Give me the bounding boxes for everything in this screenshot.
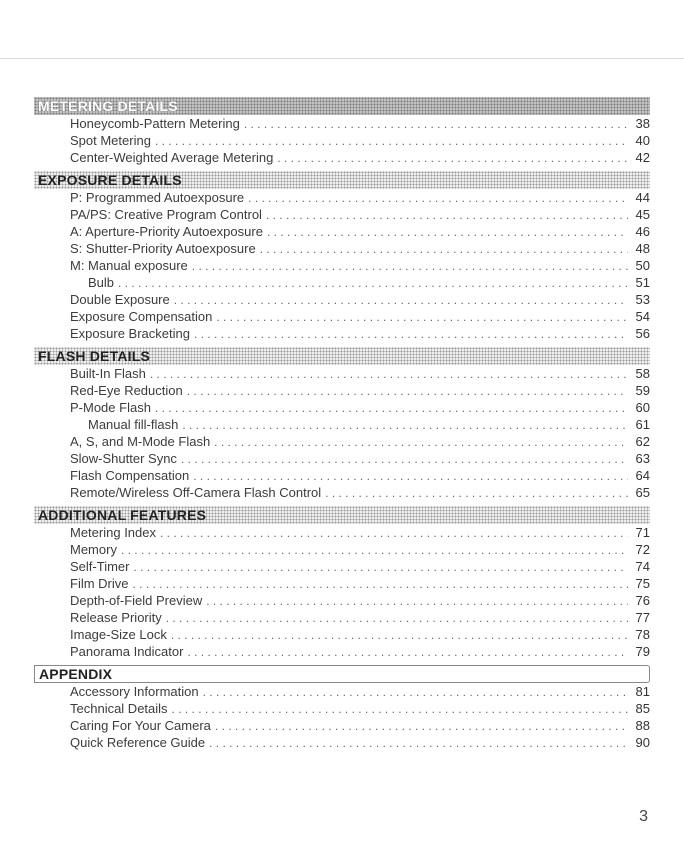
toc-entry[interactable] xyxy=(34,643,650,660)
entry-page: 42 xyxy=(635,150,650,165)
toc-entry[interactable] xyxy=(34,308,650,325)
toc-entry[interactable] xyxy=(34,149,650,166)
toc-subentry[interactable] xyxy=(34,274,650,291)
toc-entry[interactable] xyxy=(34,240,650,257)
entry-title: Accessory Information xyxy=(70,684,199,699)
entry-title: Spot Metering xyxy=(70,133,151,148)
entry-page: 51 xyxy=(635,275,650,290)
leader-dots xyxy=(181,451,628,468)
entry-title: Metering Index xyxy=(70,525,156,540)
entry-page: 64 xyxy=(635,468,650,483)
entry-page: 81 xyxy=(635,684,650,699)
leader-dots xyxy=(121,542,628,559)
entry-title: Double Exposure xyxy=(70,292,170,307)
leader-dots xyxy=(215,718,628,735)
toc-entry[interactable] xyxy=(34,450,650,467)
toc-entry[interactable] xyxy=(34,189,650,206)
toc-entry[interactable] xyxy=(34,592,650,609)
entry-page: 77 xyxy=(635,610,650,625)
entry-title: Panorama Indicator xyxy=(70,644,184,659)
entry-title: Exposure Compensation xyxy=(70,309,213,324)
entry-title: Technical Details xyxy=(70,701,168,716)
section-metering-details xyxy=(34,97,650,166)
leader-dots xyxy=(244,116,628,133)
leader-dots xyxy=(194,326,628,343)
entry-page: 76 xyxy=(635,593,650,608)
toc-entry[interactable] xyxy=(34,433,650,450)
entry-title: Center-Weighted Average Metering xyxy=(70,150,274,165)
entry-page: 46 xyxy=(635,224,650,239)
entry-page: 85 xyxy=(635,701,650,716)
section-title: APPENDIX xyxy=(39,666,113,682)
entry-page: 59 xyxy=(635,383,650,398)
toc-entry[interactable] xyxy=(34,257,650,274)
entry-title: Bulb xyxy=(88,275,115,290)
section-title: ADDITIONAL FEATURES xyxy=(38,507,207,523)
leader-dots xyxy=(160,525,628,542)
entry-page: 79 xyxy=(635,644,650,659)
toc-entry[interactable] xyxy=(34,206,650,223)
entry-title: A, S, and M-Mode Flash xyxy=(70,434,211,449)
section-title: EXPOSURE DETAILS xyxy=(38,172,182,188)
toc-entry[interactable] xyxy=(34,325,650,342)
entry-page: 88 xyxy=(635,718,650,733)
entry-title: Built-In Flash xyxy=(70,366,146,381)
toc-entry[interactable] xyxy=(34,399,650,416)
toc-entry[interactable] xyxy=(34,115,650,132)
leader-dots xyxy=(172,701,628,718)
leader-dots xyxy=(155,400,628,417)
leader-dots xyxy=(216,309,628,326)
entry-page: 56 xyxy=(635,326,650,341)
section-title: FLASH DETAILS xyxy=(38,348,151,364)
entry-title: Self-Timer xyxy=(70,559,130,574)
entry-title: P-Mode Flash xyxy=(70,400,151,415)
leader-dots xyxy=(133,559,628,576)
entry-title: Flash Compensation xyxy=(70,468,190,483)
leader-dots xyxy=(203,684,628,701)
section-header xyxy=(34,665,650,683)
entry-title: Remote/Wireless Off-Camera Flash Control xyxy=(70,485,322,500)
entry-page: 50 xyxy=(635,258,650,273)
entry-page: 38 xyxy=(635,116,650,131)
entry-page: 40 xyxy=(635,133,650,148)
entry-page: 65 xyxy=(635,485,650,500)
leader-dots xyxy=(325,485,628,502)
toc-entry[interactable] xyxy=(34,524,650,541)
toc-entry[interactable] xyxy=(34,541,650,558)
leader-dots xyxy=(192,258,628,275)
entry-page: 90 xyxy=(635,735,650,750)
leader-dots xyxy=(277,150,628,167)
entry-page: 74 xyxy=(635,559,650,574)
leader-dots xyxy=(182,417,628,434)
toc-entry[interactable] xyxy=(34,700,650,717)
entry-title: Honeycomb-Pattern Metering xyxy=(70,116,240,131)
toc-entry[interactable] xyxy=(34,365,650,382)
leader-dots xyxy=(150,366,628,383)
entry-title: P: Programmed Autoexposure xyxy=(70,190,245,205)
entry-title: Red-Eye Reduction xyxy=(70,383,183,398)
entry-title: PA/PS: Creative Program Control xyxy=(70,207,262,222)
entry-title: M: Manual exposure xyxy=(70,258,188,273)
section-header xyxy=(34,347,650,365)
leader-dots xyxy=(267,224,628,241)
toc-entry[interactable] xyxy=(34,132,650,149)
toc-entry[interactable] xyxy=(34,683,650,700)
entry-title: Image-Size Lock xyxy=(70,627,167,642)
leader-dots xyxy=(171,627,628,644)
toc-entry[interactable] xyxy=(34,558,650,575)
entry-page: 54 xyxy=(635,309,650,324)
toc-entry[interactable] xyxy=(34,467,650,484)
entry-page: 60 xyxy=(635,400,650,415)
section-appendix xyxy=(34,665,650,751)
entry-title: A: Aperture-Priority Autoexposure xyxy=(70,224,263,239)
entry-page: 53 xyxy=(635,292,650,307)
section-exposure-details xyxy=(34,171,650,342)
section-header xyxy=(34,97,650,115)
toc-entry[interactable] xyxy=(34,484,650,501)
leader-dots xyxy=(209,735,628,752)
entry-title: Film Drive xyxy=(70,576,129,591)
entry-title: Memory xyxy=(70,542,117,557)
toc-entry[interactable] xyxy=(34,575,650,592)
entry-page: 78 xyxy=(635,627,650,642)
entry-title: Caring For Your Camera xyxy=(70,718,211,733)
toc-entry[interactable] xyxy=(34,734,650,751)
page-number: 3 xyxy=(639,808,648,825)
leader-dots xyxy=(248,190,628,207)
section-header xyxy=(34,171,650,189)
entry-page: 71 xyxy=(635,525,650,540)
entry-title: Slow-Shutter Sync xyxy=(70,451,177,466)
entry-title: Depth-of-Field Preview xyxy=(70,593,203,608)
leader-dots xyxy=(133,576,629,593)
entry-page: 61 xyxy=(635,417,650,432)
top-rule xyxy=(0,58,684,59)
leader-dots xyxy=(260,241,628,258)
section-header xyxy=(34,506,650,524)
leader-dots xyxy=(266,207,628,224)
leader-dots xyxy=(155,133,628,150)
section-additional-features xyxy=(34,506,650,660)
entry-title: Exposure Bracketing xyxy=(70,326,190,341)
leader-dots xyxy=(187,644,628,661)
section-flash-details xyxy=(34,347,650,501)
toc-subentry[interactable] xyxy=(34,416,650,433)
entry-page: 48 xyxy=(635,241,650,256)
table-of-contents xyxy=(34,97,650,751)
leader-dots xyxy=(214,434,628,451)
leader-dots xyxy=(193,468,628,485)
entry-page: 44 xyxy=(635,190,650,205)
entry-page: 63 xyxy=(635,451,650,466)
entry-page: 75 xyxy=(635,576,650,591)
entry-page: 62 xyxy=(635,434,650,449)
toc-entry[interactable] xyxy=(34,717,650,734)
entry-title: Manual fill-flash xyxy=(88,417,179,432)
leader-dots xyxy=(187,383,628,400)
entry-page: 45 xyxy=(635,207,650,222)
entry-title: Quick Reference Guide xyxy=(70,735,206,750)
toc-entry[interactable] xyxy=(34,382,650,399)
leader-dots xyxy=(206,593,628,610)
toc-entry[interactable] xyxy=(34,626,650,643)
entry-page: 72 xyxy=(635,542,650,557)
toc-entry[interactable] xyxy=(34,223,650,240)
entry-title: S: Shutter-Priority Autoexposure xyxy=(70,241,256,256)
toc-entry[interactable] xyxy=(34,291,650,308)
leader-dots xyxy=(118,275,628,292)
section-title: METERING DETAILS xyxy=(38,98,178,114)
leader-dots xyxy=(166,610,628,627)
leader-dots xyxy=(174,292,628,309)
entry-page: 58 xyxy=(635,366,650,381)
entry-title: Release Priority xyxy=(70,610,162,625)
toc-entry[interactable] xyxy=(34,609,650,626)
